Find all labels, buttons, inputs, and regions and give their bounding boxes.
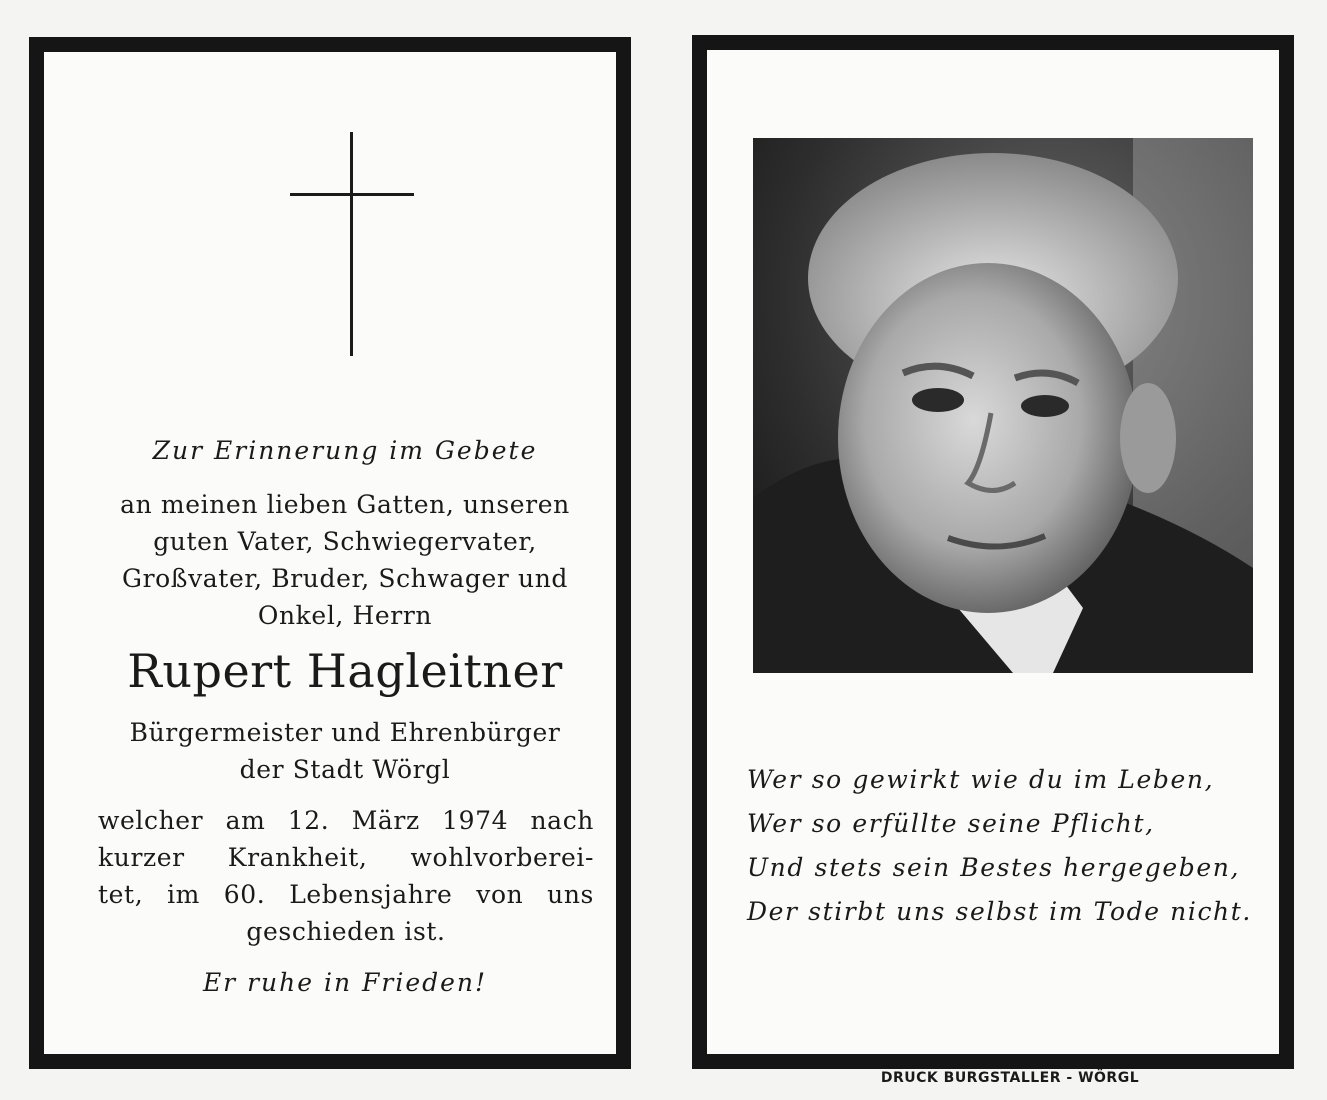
intro-line: an meinen lieben Gatten, unseren: [120, 490, 570, 519]
death-line: tet, im 60. Lebensjahre von uns: [98, 880, 594, 909]
title-line: der Stadt Wörgl: [239, 755, 451, 784]
poem-line: Der stirbt uns selbst im Tode nicht.: [747, 897, 1252, 926]
right-card: [692, 35, 1294, 1069]
title-line: Bürgermeister und Ehrenbürger: [129, 718, 561, 747]
intro-line: guten Vater, Schwiegervater,: [153, 527, 537, 556]
closing-blessing: Er ruhe in Frieden!: [202, 968, 488, 997]
death-line: kurzer Krankheit, wohlvorberei-: [98, 843, 594, 872]
title-text: [84, 714, 606, 788]
death-line: welcher am 12. März 1974 nach: [98, 806, 594, 835]
death-line: geschieden ist.: [246, 917, 446, 946]
poem: [747, 758, 1277, 934]
memorial-heading: Zur Erinnerung im Gebete: [152, 436, 538, 465]
deceased-name: Rupert Hagleitner: [127, 644, 563, 698]
death-notice-text: [98, 802, 594, 950]
intro-line: Großvater, Bruder, Schwager und: [122, 564, 568, 593]
poem-line: Wer so gewirkt wie du im Leben,: [747, 765, 1215, 794]
poem-line: Und stets sein Bestes hergegeben,: [747, 853, 1240, 882]
intro-text: [84, 486, 606, 634]
portrait-photo: [753, 138, 1253, 673]
left-card: [29, 37, 631, 1069]
intro-line: Onkel, Herrn: [257, 601, 433, 630]
poem-line: Wer so erfüllte seine Pflicht,: [747, 809, 1155, 838]
cross-icon: [290, 132, 414, 356]
printer-credit: DRUCK BURGSTALLER - WÖRGL: [880, 1070, 1140, 1086]
